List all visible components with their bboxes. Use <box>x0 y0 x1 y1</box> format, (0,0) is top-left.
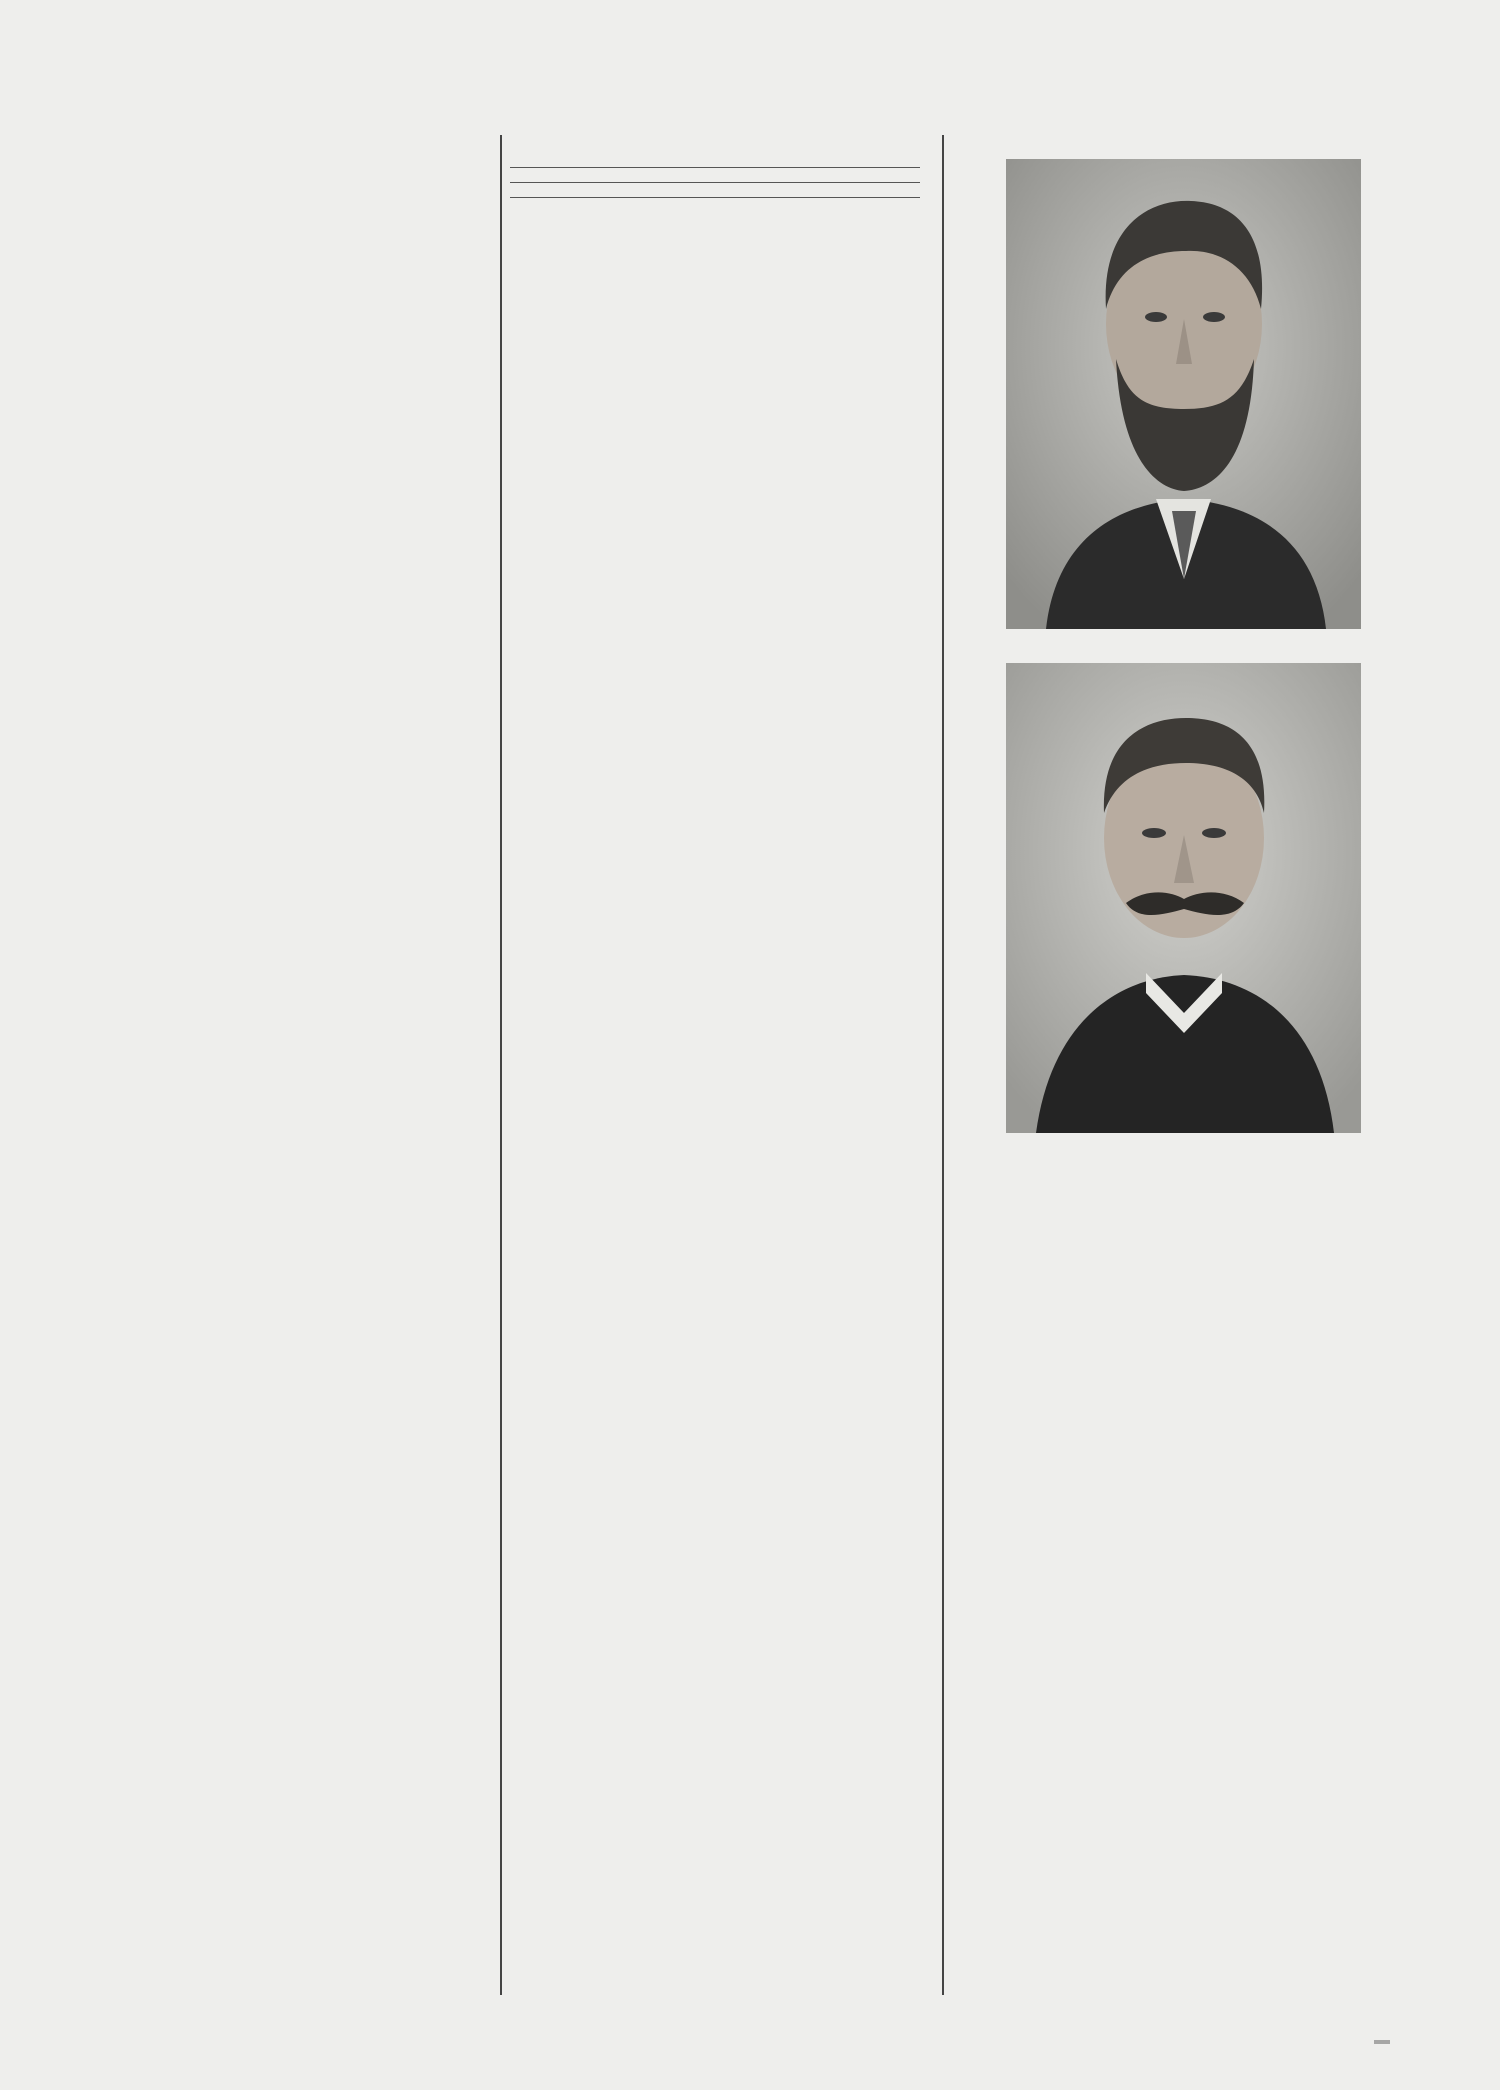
divider <box>510 167 920 168</box>
divider <box>510 197 920 198</box>
page-header <box>0 78 1500 118</box>
column-left <box>82 145 492 181</box>
column-right <box>965 145 1402 1149</box>
divider <box>510 182 920 183</box>
column-rule <box>500 135 502 1995</box>
aigeltinger-portrait <box>1006 663 1361 1133</box>
column-rule <box>942 135 944 1995</box>
column-middle <box>510 145 920 214</box>
borden-portrait <box>1006 159 1361 629</box>
watermark <box>1374 2040 1390 2044</box>
